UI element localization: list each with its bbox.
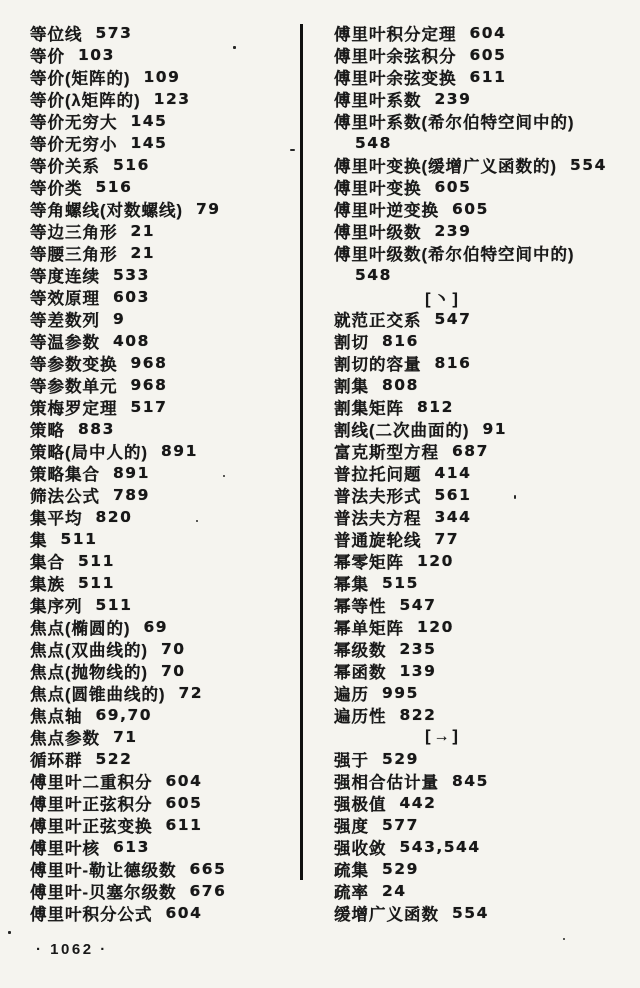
index-entry [30, 792, 298, 814]
entry-term: 等价(λ矩阵的) [30, 92, 141, 110]
entry-page-number: 543,544 [399, 838, 481, 856]
index-entry [30, 198, 298, 220]
index-entry [30, 660, 298, 682]
index-entry [334, 462, 636, 484]
scan-speck [223, 475, 225, 477]
entry-term: 等价类 [30, 180, 83, 198]
index-entry [30, 286, 298, 308]
index-entry [334, 770, 636, 792]
scan-speck [563, 938, 565, 940]
entry-term: 傅里叶积分定理 [334, 26, 457, 44]
entry-page-number: 21 [130, 222, 156, 240]
entry-term: 幂集 [334, 576, 369, 594]
section-stroke-marker: [丶] [425, 290, 461, 308]
index-entry [30, 616, 298, 638]
entry-page-number: 517 [130, 398, 168, 416]
entry-page-number: 812 [417, 398, 454, 416]
index-entry [30, 506, 298, 528]
entry-page-number: 604 [469, 24, 507, 42]
entry-term: 等腰三角形 [30, 246, 118, 264]
entry-page-number: 529 [382, 750, 419, 768]
index-entry [30, 550, 298, 572]
entry-term: 强相合估计量 [334, 774, 439, 792]
index-entry [334, 704, 636, 726]
entry-page-number: 605 [452, 200, 489, 218]
entry-term: 傅里叶余弦积分 [334, 48, 457, 66]
entry-term: 傅里叶-勒让德级数 [30, 862, 177, 880]
entry-page-number: 71 [113, 728, 138, 746]
entry-term: 强于 [334, 752, 369, 770]
index-entry [334, 220, 636, 242]
entry-page-number: 554 [452, 904, 489, 922]
page-number: · 1062 · [36, 941, 108, 958]
index-entry [30, 396, 298, 418]
entry-term: 等边三角形 [30, 224, 118, 242]
index-entry [334, 660, 636, 682]
entry-page-number: 573 [95, 24, 133, 42]
index-entry [334, 198, 636, 220]
index-entry [30, 132, 298, 154]
entry-term: 集族 [30, 576, 65, 594]
scan-speck [8, 931, 11, 934]
index-entry [30, 264, 298, 286]
index-entry [334, 506, 636, 528]
entry-term: 焦点参数 [30, 730, 100, 748]
entry-term: 策略集合 [30, 466, 100, 484]
scan-speck [290, 149, 295, 151]
index-entry [30, 528, 298, 550]
entry-page-number: 687 [452, 442, 489, 460]
entry-term: 傅里叶余弦变换 [334, 70, 457, 88]
entry-page-number: 442 [399, 794, 437, 812]
entry-page-number: 239 [434, 90, 472, 108]
index-entry [334, 484, 636, 506]
entry-page-number: 845 [452, 772, 489, 790]
entry-term: 循环群 [30, 752, 83, 770]
entry-term: 普通旋轮线 [334, 532, 422, 550]
entry-page-number: 547 [434, 310, 472, 328]
index-entry [30, 242, 298, 264]
entry-page-number: 408 [113, 332, 150, 350]
entry-page-number: 816 [434, 354, 472, 372]
entry-term: 傅里叶逆变换 [334, 202, 439, 220]
index-entry [334, 154, 636, 176]
scan-speck [233, 46, 236, 49]
index-entry [334, 44, 636, 66]
index-entry [334, 616, 636, 638]
entry-term: 焦点(双曲线的) [30, 642, 148, 660]
entry-page-number: 9 [113, 310, 126, 328]
index-column-right [334, 22, 636, 924]
entry-term: 疏集 [334, 862, 369, 880]
index-entry [334, 748, 636, 770]
entry-term: 傅里叶核 [30, 840, 100, 858]
entry-page-number: 145 [130, 134, 168, 152]
index-entry [334, 550, 636, 572]
entry-term: 等角螺线(对数螺线) [30, 202, 183, 220]
entry-term: 就范正交系 [334, 312, 422, 330]
index-entry [30, 176, 298, 198]
index-entry [334, 396, 636, 418]
entry-term: 富克斯型方程 [334, 444, 439, 462]
entry-page-number: 547 [399, 596, 437, 614]
index-entry [334, 682, 636, 704]
entry-term: 集平均 [30, 510, 83, 528]
index-entry [30, 880, 298, 902]
index-entry [334, 836, 636, 858]
entry-term: 遍历 [334, 686, 369, 704]
entry-term: 普拉托问题 [334, 466, 422, 484]
entry-term: 等价无穷小 [30, 136, 118, 154]
entry-term: 等差数列 [30, 312, 100, 330]
entry-page-number: 511 [95, 596, 133, 614]
entry-term: 强度 [334, 818, 369, 836]
entry-term: 等效原理 [30, 290, 100, 308]
entry-page-number: 522 [95, 750, 133, 768]
entry-page-number: 554 [570, 156, 607, 174]
entry-page-number: 91 [482, 420, 508, 438]
index-entry [30, 330, 298, 352]
entry-term: 等价无穷大 [30, 114, 118, 132]
entry-page-number: 820 [95, 508, 133, 526]
entry-page-number: 77 [434, 530, 460, 548]
entry-page-number: 235 [399, 640, 437, 658]
entry-page-number: 103 [78, 46, 115, 64]
entry-page-number: 613 [113, 838, 150, 856]
index-entry [334, 594, 636, 616]
entry-term: 遍历性 [334, 708, 387, 726]
entry-term: 傅里叶正弦积分 [30, 796, 153, 814]
index-entry [334, 792, 636, 814]
entry-term: 割切的容量 [334, 356, 422, 374]
entry-term: 等位线 [30, 26, 83, 44]
entry-term: 焦点(抛物线的) [30, 664, 148, 682]
entry-page-number: 511 [60, 530, 98, 548]
index-entry [30, 66, 298, 88]
index-entry [30, 22, 298, 44]
entry-term: 筛法公式 [30, 488, 100, 506]
entry-page-number: 120 [417, 552, 454, 570]
entry-page-number: 808 [382, 376, 419, 394]
index-entry [334, 572, 636, 594]
index-entry [30, 462, 298, 484]
entry-page-number: 968 [130, 376, 168, 394]
entry-page-number: 109 [143, 68, 181, 86]
scan-speck [196, 520, 198, 522]
entry-page-number: 605 [165, 794, 203, 812]
index-entry [30, 682, 298, 704]
index-entry [334, 418, 636, 440]
entry-page-number: 605 [469, 46, 507, 64]
index-entry [334, 352, 636, 374]
entry-page-number: 665 [189, 860, 227, 878]
entry-page-number: 995 [382, 684, 419, 702]
entry-page-number: 604 [165, 904, 203, 922]
entry-term: 强收敛 [334, 840, 387, 858]
entry-page-number: 789 [113, 486, 150, 504]
entry-term: 等度连续 [30, 268, 100, 286]
entry-term: 集 [30, 532, 48, 550]
entry-term: 焦点(圆锥曲线的) [30, 686, 166, 704]
entry-page-number: 239 [434, 222, 472, 240]
section-stroke-marker: [→] [425, 728, 461, 745]
index-entry [334, 308, 636, 330]
entry-page-number: 883 [78, 420, 115, 438]
entry-term: 集合 [30, 554, 65, 572]
index-entry [334, 242, 636, 264]
index-entry [30, 308, 298, 330]
entry-page-number: 69,70 [95, 706, 153, 724]
entry-term: 割切 [334, 334, 369, 352]
entry-term: 普法夫方程 [334, 510, 422, 528]
entry-term: 幂等性 [334, 598, 387, 616]
entry-page-number: 968 [130, 354, 168, 372]
entry-term: 傅里叶二重积分 [30, 774, 153, 792]
index-entry [30, 638, 298, 660]
entry-term: 幂函数 [334, 664, 387, 682]
entry-term: 等价(矩阵的) [30, 70, 131, 88]
entry-term: 等参数单元 [30, 378, 118, 396]
index-entry [30, 594, 298, 616]
index-entry [334, 814, 636, 836]
index-entry [30, 154, 298, 176]
entry-page-number: 577 [382, 816, 419, 834]
entry-term: 强极值 [334, 796, 387, 814]
index-entry [334, 66, 636, 88]
entry-term: 傅里叶变换(缓增广义函数的) [334, 158, 557, 176]
entry-term: 割集矩阵 [334, 400, 404, 418]
entry-term: 焦点轴 [30, 708, 83, 726]
entry-term: 割线(二次曲面的) [334, 422, 470, 440]
entry-page-number: 533 [113, 266, 150, 284]
entry-term: 傅里叶系数(希尔伯特空间中的) [334, 114, 575, 132]
entry-page-number: 891 [161, 442, 198, 460]
index-entry [30, 858, 298, 880]
entry-page-number: 24 [382, 882, 407, 900]
index-entry [334, 330, 636, 352]
entry-term: 等参数变换 [30, 356, 118, 374]
index-entry [334, 638, 636, 660]
entry-term: 幂级数 [334, 642, 387, 660]
index-entry [30, 484, 298, 506]
entry-term: 策梅罗定理 [30, 400, 118, 418]
index-entry [30, 748, 298, 770]
entry-page-number: 123 [153, 90, 191, 108]
index-entry [30, 110, 298, 132]
entry-page-number: 822 [399, 706, 437, 724]
entry-page-number: 611 [165, 816, 203, 834]
entry-page-number: 21 [130, 244, 156, 262]
entry-term: 傅里叶积分公式 [30, 906, 153, 924]
entry-page-number: 891 [113, 464, 150, 482]
entry-term: 集序列 [30, 598, 83, 616]
entry-page-number: 139 [399, 662, 437, 680]
entry-page-number: 511 [78, 574, 115, 592]
entry-term: 傅里叶变换 [334, 180, 422, 198]
entry-page-number: 611 [469, 68, 507, 86]
entry-page-number: 604 [165, 772, 203, 790]
entry-page-number: 511 [78, 552, 115, 570]
entry-page-number: 676 [189, 882, 227, 900]
entry-term: 焦点(椭圆的) [30, 620, 131, 638]
entry-term: 幂零矩阵 [334, 554, 404, 572]
index-entry [334, 880, 636, 902]
entry-term: 策略 [30, 422, 65, 440]
index-entry [334, 858, 636, 880]
wrapped-page-number: 548 [355, 134, 392, 152]
index-entry [334, 22, 636, 44]
entry-page-number: 79 [196, 200, 221, 218]
index-entry [30, 440, 298, 462]
index-entry [30, 572, 298, 594]
entry-term: 傅里叶级数 [334, 224, 422, 242]
index-entry [30, 726, 298, 748]
entry-page-number: 816 [382, 332, 419, 350]
entry-term: 等价关系 [30, 158, 100, 176]
index-entry [30, 352, 298, 374]
entry-page-number: 72 [178, 684, 204, 702]
scan-speck [514, 495, 516, 499]
index-entry [30, 704, 298, 726]
index-entry [30, 902, 298, 924]
index-entry [30, 220, 298, 242]
entry-term: 傅里叶级数(希尔伯特空间中的) [334, 246, 575, 264]
entry-page-number: 344 [434, 508, 472, 526]
index-entry [30, 374, 298, 396]
entry-term: 傅里叶-贝塞尔级数 [30, 884, 177, 902]
index-entry [334, 110, 636, 132]
entry-page-number: 70 [161, 640, 186, 658]
index-entry [334, 528, 636, 550]
entry-page-number: 561 [434, 486, 472, 504]
entry-term: 策略(局中人的) [30, 444, 148, 462]
column-divider-line [300, 24, 303, 880]
entry-page-number: 120 [417, 618, 454, 636]
index-entry [30, 44, 298, 66]
index-entry [30, 418, 298, 440]
entry-page-number: 516 [113, 156, 150, 174]
index-entry [30, 814, 298, 836]
entry-term: 普法夫形式 [334, 488, 422, 506]
entry-page-number: 145 [130, 112, 168, 130]
index-entry [334, 88, 636, 110]
entry-term: 等温参数 [30, 334, 100, 352]
index-entry [30, 770, 298, 792]
entry-page-number: 515 [382, 574, 419, 592]
index-entry [334, 902, 636, 924]
entry-term: 等价 [30, 48, 65, 66]
entry-page-number: 414 [434, 464, 472, 482]
entry-page-number: 69 [143, 618, 169, 636]
entry-term: 傅里叶系数 [334, 92, 422, 110]
entry-term: 缓增广义函数 [334, 906, 439, 924]
index-entry [30, 88, 298, 110]
entry-page-number: 605 [434, 178, 472, 196]
index-entry [30, 836, 298, 858]
index-column-left [30, 22, 298, 924]
entry-page-number: 529 [382, 860, 419, 878]
entry-term: 割集 [334, 378, 369, 396]
wrapped-page-number: 548 [355, 266, 392, 284]
index-entry [334, 440, 636, 462]
entry-page-number: 516 [95, 178, 133, 196]
entry-page-number: 603 [113, 288, 150, 306]
entry-term: 幂单矩阵 [334, 620, 404, 638]
index-entry [334, 176, 636, 198]
entry-page-number: 70 [161, 662, 186, 680]
entry-term: 傅里叶正弦变换 [30, 818, 153, 836]
index-entry [334, 374, 636, 396]
entry-term: 疏率 [334, 884, 369, 902]
